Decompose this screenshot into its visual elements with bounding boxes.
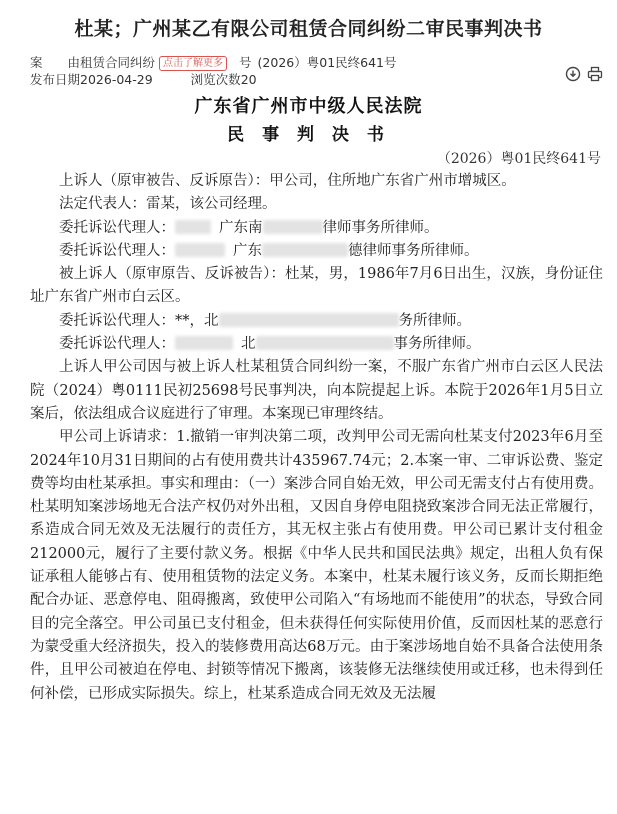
redacted-block [175,336,233,350]
top-clipped-text [262,0,312,2]
appellee-paragraph: 被上诉人（原审原告、反诉被告）：杜某，男，1986年7月6日出生，汉族，身份证住址广东省广州市白云区。 [30,266,603,306]
views-value: 20 [240,72,257,87]
case-number-value: (2026）粤01民终641号 [257,55,397,70]
print-icon[interactable] [587,66,603,82]
case-number-label: 号 [239,55,252,70]
court-name: 广东省广州市中级人民法院 [194,96,423,117]
case-reason-label: 案 由 [30,55,81,70]
redacted-block [175,243,225,257]
publish-date-label: 发布日期 [30,72,81,87]
agent-label: 委托诉讼代理人： [59,219,175,236]
judgment-body [30,170,603,706]
procedure-paragraph: 上诉人甲公司因与被上诉人杜某租赁合同纠纷一案，不服广东省广州市白云区人民法院（2024）粤0111民初25698号民事判决，向本院提起上诉。本院于2026年1月5日立案后，依法组成合议庭进行了审理。本案现已审理终结。 [30,359,603,422]
redacted-block [263,220,323,234]
agent-paragraph-3 [30,310,603,333]
publish-date-value: 2026-04-29 [80,72,153,87]
agent-paragraph-1 [30,217,603,240]
redacted-block [256,336,394,350]
case-number: （2026）粤01民终641号 [436,151,601,167]
agent-label: 委托诉讼代理人：**，北 [59,312,219,329]
redacted-block [262,243,348,257]
agent-paragraph-4 [30,333,603,356]
learn-more-badge[interactable]: 点击了解更多 [159,56,227,71]
document-title: 杜某；广州某乙有限公司租赁合同纠纷二审民事判决书 [74,18,543,40]
legal-rep-paragraph: 法定代表人：雷某，该公司经理。 [59,196,277,213]
agent-firm-end: 德律师事务所律师。 [348,242,479,259]
toolbar [565,66,603,82]
views-label: 浏览次数 [190,72,241,87]
agent-firm-end: 务所律师。 [398,312,471,329]
case-meta-row [30,53,397,71]
redacted-block [219,313,399,327]
document-type: 民 事 判 决 书 [227,125,390,145]
agent-firm-start: 广东 [233,242,262,259]
agent-paragraph-2 [30,240,603,263]
agent-label: 委托诉讼代理人： [59,336,175,353]
case-reason-value: 租赁合同纠纷 [80,55,156,70]
agent-firm-start: 广东南 [219,219,263,236]
download-icon[interactable] [565,66,581,82]
appeal-request-paragraph: 甲公司上诉请求：1.撤销一审判决第二项，改判甲公司无需向杜某支付2023年6月至2024年10月31日期间的占有使用费共计435967.74元；2.本案一审、二审诉讼费、鉴定费等均由杜某承担。事实和理由：（一）案涉合同自始无效，甲公司无需支付占有使用费。杜某明知案涉场地无合法产权仍对外出租，又因自身停电阻挠致案涉合同无法正常履行，系造成合同无效及无法履行的责任方，其无权主张占有使用费。甲公司已累计支付租金212000元，履行了主要付款义务。根据《中华人民共和国民法典》规定，出租人负有保证承租人能够占有、使用租赁物的法定义务。本案中，杜某未履行该义务，反而长期拒绝配合办证、恶意停电、阻碍搬离，致使甲公司陷入“有场地而不能使用”的状态，导致合同目的完全落空。甲公司虽已支付租金，但未获得任何实际使用价值，反而因杜某的恶意行为蒙受重大经济损失，投入的装修费用高达68万元。由于案涉场地自始不具备合法使用条件，且甲公司被迫在停电、封锁等情况下搬离，该装修无法继续使用或迁移，也未得到任何补偿，已形成实际损失。综上，杜某系造成合同无效及无法履 [30,429,603,702]
agent-label: 委托诉讼代理人： [59,242,175,259]
publish-meta-row [30,70,257,88]
agent-firm-start: 北 [241,336,256,353]
agent-firm-end: 律师事务所律师。 [322,219,439,236]
agent-firm-end: 事务所律师。 [393,336,481,353]
appellant-paragraph: 上诉人（原审被告、反诉原告）：甲公司，住所地广东省广州市增城区。 [59,173,516,189]
redacted-block [175,220,211,234]
